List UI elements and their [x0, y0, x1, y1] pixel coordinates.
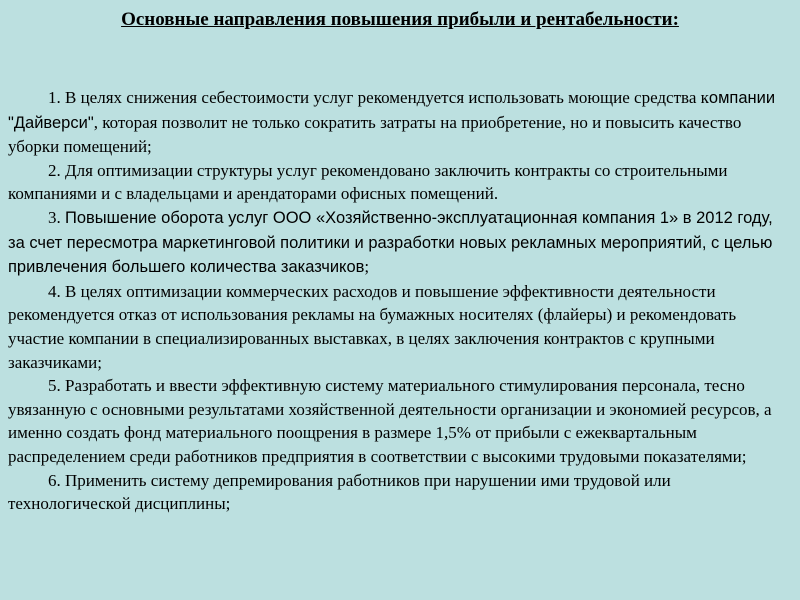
recommendations-list: [8, 86, 783, 516]
slide-title: Основные направления повышения прибыли и рентабельности:: [121, 9, 679, 30]
recommendation-text: 5. Разработать и ввести эффективную систему материального стимулирования персонала, тесно увязанную с основными результатами хозяйственной деятельности организации и экономией ресурсов, а именно создать фонд материального поощрения в размере 1,5% от прибыли с ежеквартальным распределением среди работников предприятия в соответствии с высокими трудовыми показателями;: [8, 376, 772, 466]
recommendation-text: 1. В целях снижения себестоимости услуг рекомендуется использовать моющие средства к: [48, 88, 709, 107]
recommendation-text: 2. Для оптимизации структуры услуг рекомендовано заключить контракты со строительными компаниями и с владельцами и арендаторами офисных помещений.: [8, 160, 728, 204]
company-name-text: омпании "Дайверси": [8, 89, 776, 132]
recommendation-item: [8, 469, 783, 516]
recommendation-text: 6. Применить систему депремирования работников при нарушении ими трудовой или технологической дисциплины;: [8, 470, 671, 514]
recommendation-item: [8, 206, 783, 280]
recommendation-item: [8, 86, 783, 159]
recommendation-item: [8, 159, 783, 206]
recommendation-text: , которая позволит не только сократить затраты на приобретение, но и повысить качество уборки помещений;: [8, 112, 742, 157]
recommendation-text: 4. В целях оптимизации коммерческих расходов и повышение эффективности деятельности рекомендуется отказ от использования рекламы на бумажных носителях (флайеры) и рекомендовать участие компании в специализированных выставках, в целях заключения контрактов с крупными заказчиками;: [8, 281, 737, 372]
recommendation-text: 3.: [48, 207, 65, 227]
recommendation-text: ;: [364, 257, 370, 277]
recommendation-text: Повышение оборота услуг ООО «Хозяйственно-эксплуатационная компания 1» в 2012 году, за счет пересмотра маркетинговой политики и разработки новых рекламных мероприятий, с целью привлечения большего количества заказчиков: [8, 208, 773, 277]
recommendation-item: [8, 374, 783, 468]
recommendation-item: [8, 280, 783, 374]
